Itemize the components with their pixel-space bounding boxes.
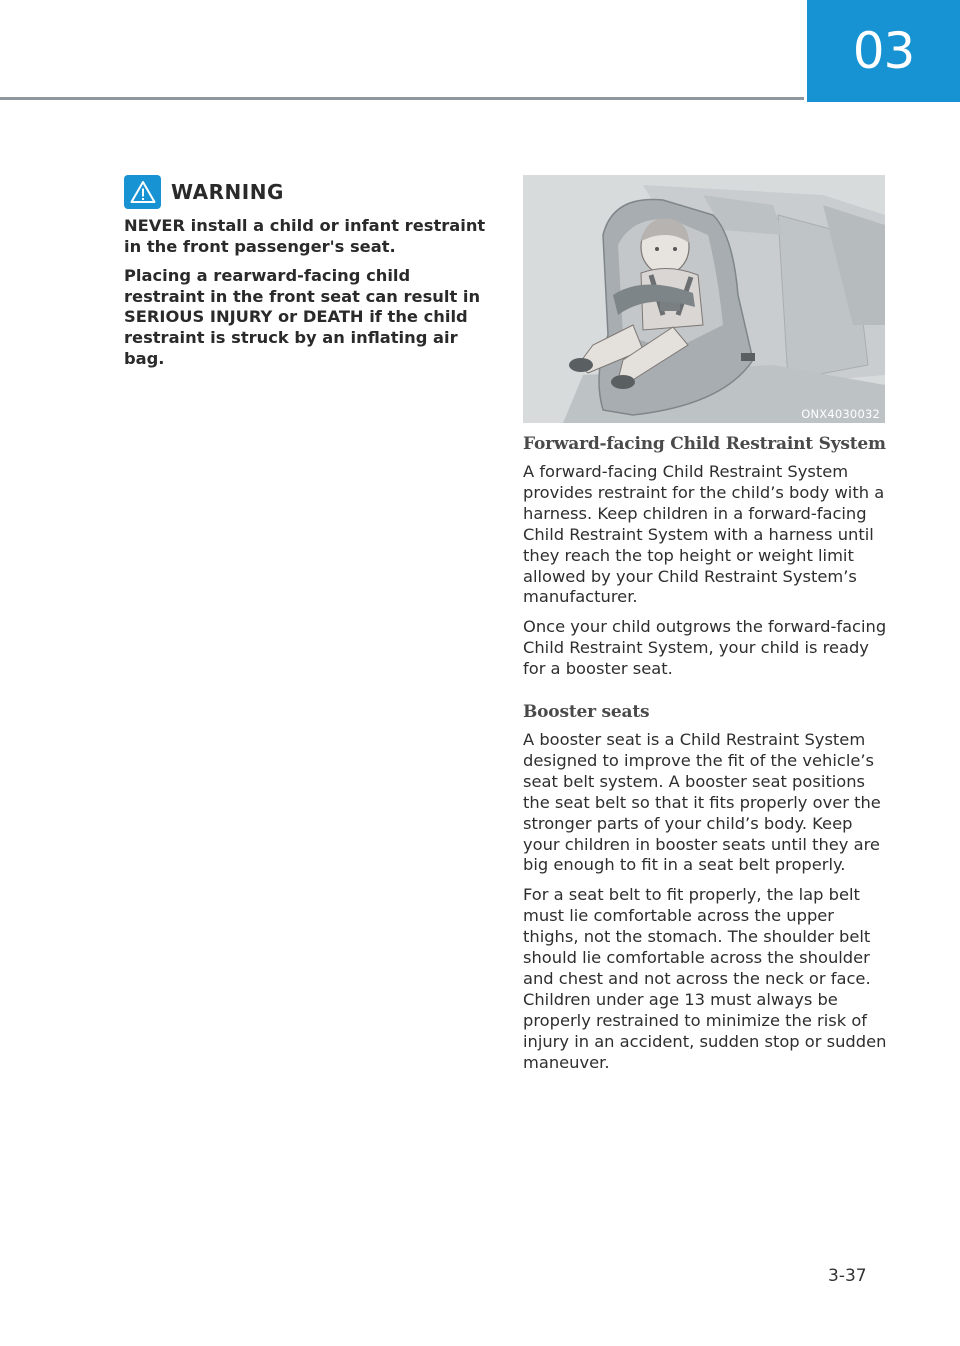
booster-seats-section (523, 702, 893, 1083)
warning-box (124, 175, 494, 378)
header-rule (0, 97, 804, 100)
warning-triangle-icon (124, 175, 161, 209)
illustration-drawing (523, 175, 885, 423)
page-number: 3-37 (828, 1266, 867, 1286)
child-seat-illustration (523, 175, 885, 423)
section-paragraph: For a seat belt to fit properly, the lap belt must lie comfortable across the upper thighs, not the stomach. The shoulder belt should lie comfortable across the shoulder and chest and not across the neck or face. Children under age 13 must always be properly restrained to minimize the risk of injury in an accident, sudden stop or sudden maneuver. (523, 885, 887, 1072)
warning-paragraph: NEVER install a child or infant restraint in the front passenger's seat. (124, 216, 486, 256)
section-paragraph: Once your child outgrows the forward-facing Child Restraint System, your child is ready for a booster seat. (523, 617, 887, 679)
section-paragraph: A forward-facing Child Restraint System provides restraint for the child’s body with a harness. Keep children in a forward-facing Child Restraint System with a harness until they reach the top height or weight limit allowed by your Child Restraint System’s manufacturer. (523, 462, 885, 607)
figure-code: ONX4030032 (801, 407, 880, 421)
warning-paragraph: Placing a rearward-facing child restraint in the front seat can result in SERIOUS INJURY or DEATH if the child restraint is struck by an inflating air bag. (124, 266, 481, 368)
warning-title: WARNING (171, 180, 284, 204)
chapter-tab (807, 0, 960, 102)
chapter-number: 03 (852, 22, 915, 80)
warning-header (124, 175, 494, 209)
section-heading: Forward-facing Child Restraint System (523, 434, 886, 454)
forward-facing-section (523, 434, 893, 689)
section-paragraph: A booster seat is a Child Restraint System designed to improve the fit of the vehicle’s seat belt system. A booster seat positions the seat belt so that it fits properly over the stronger parts of your child’s body. Keep your children in booster seats until they are big enough to fit in a seat belt properly. (523, 730, 881, 875)
section-heading: Booster seats (523, 702, 650, 722)
